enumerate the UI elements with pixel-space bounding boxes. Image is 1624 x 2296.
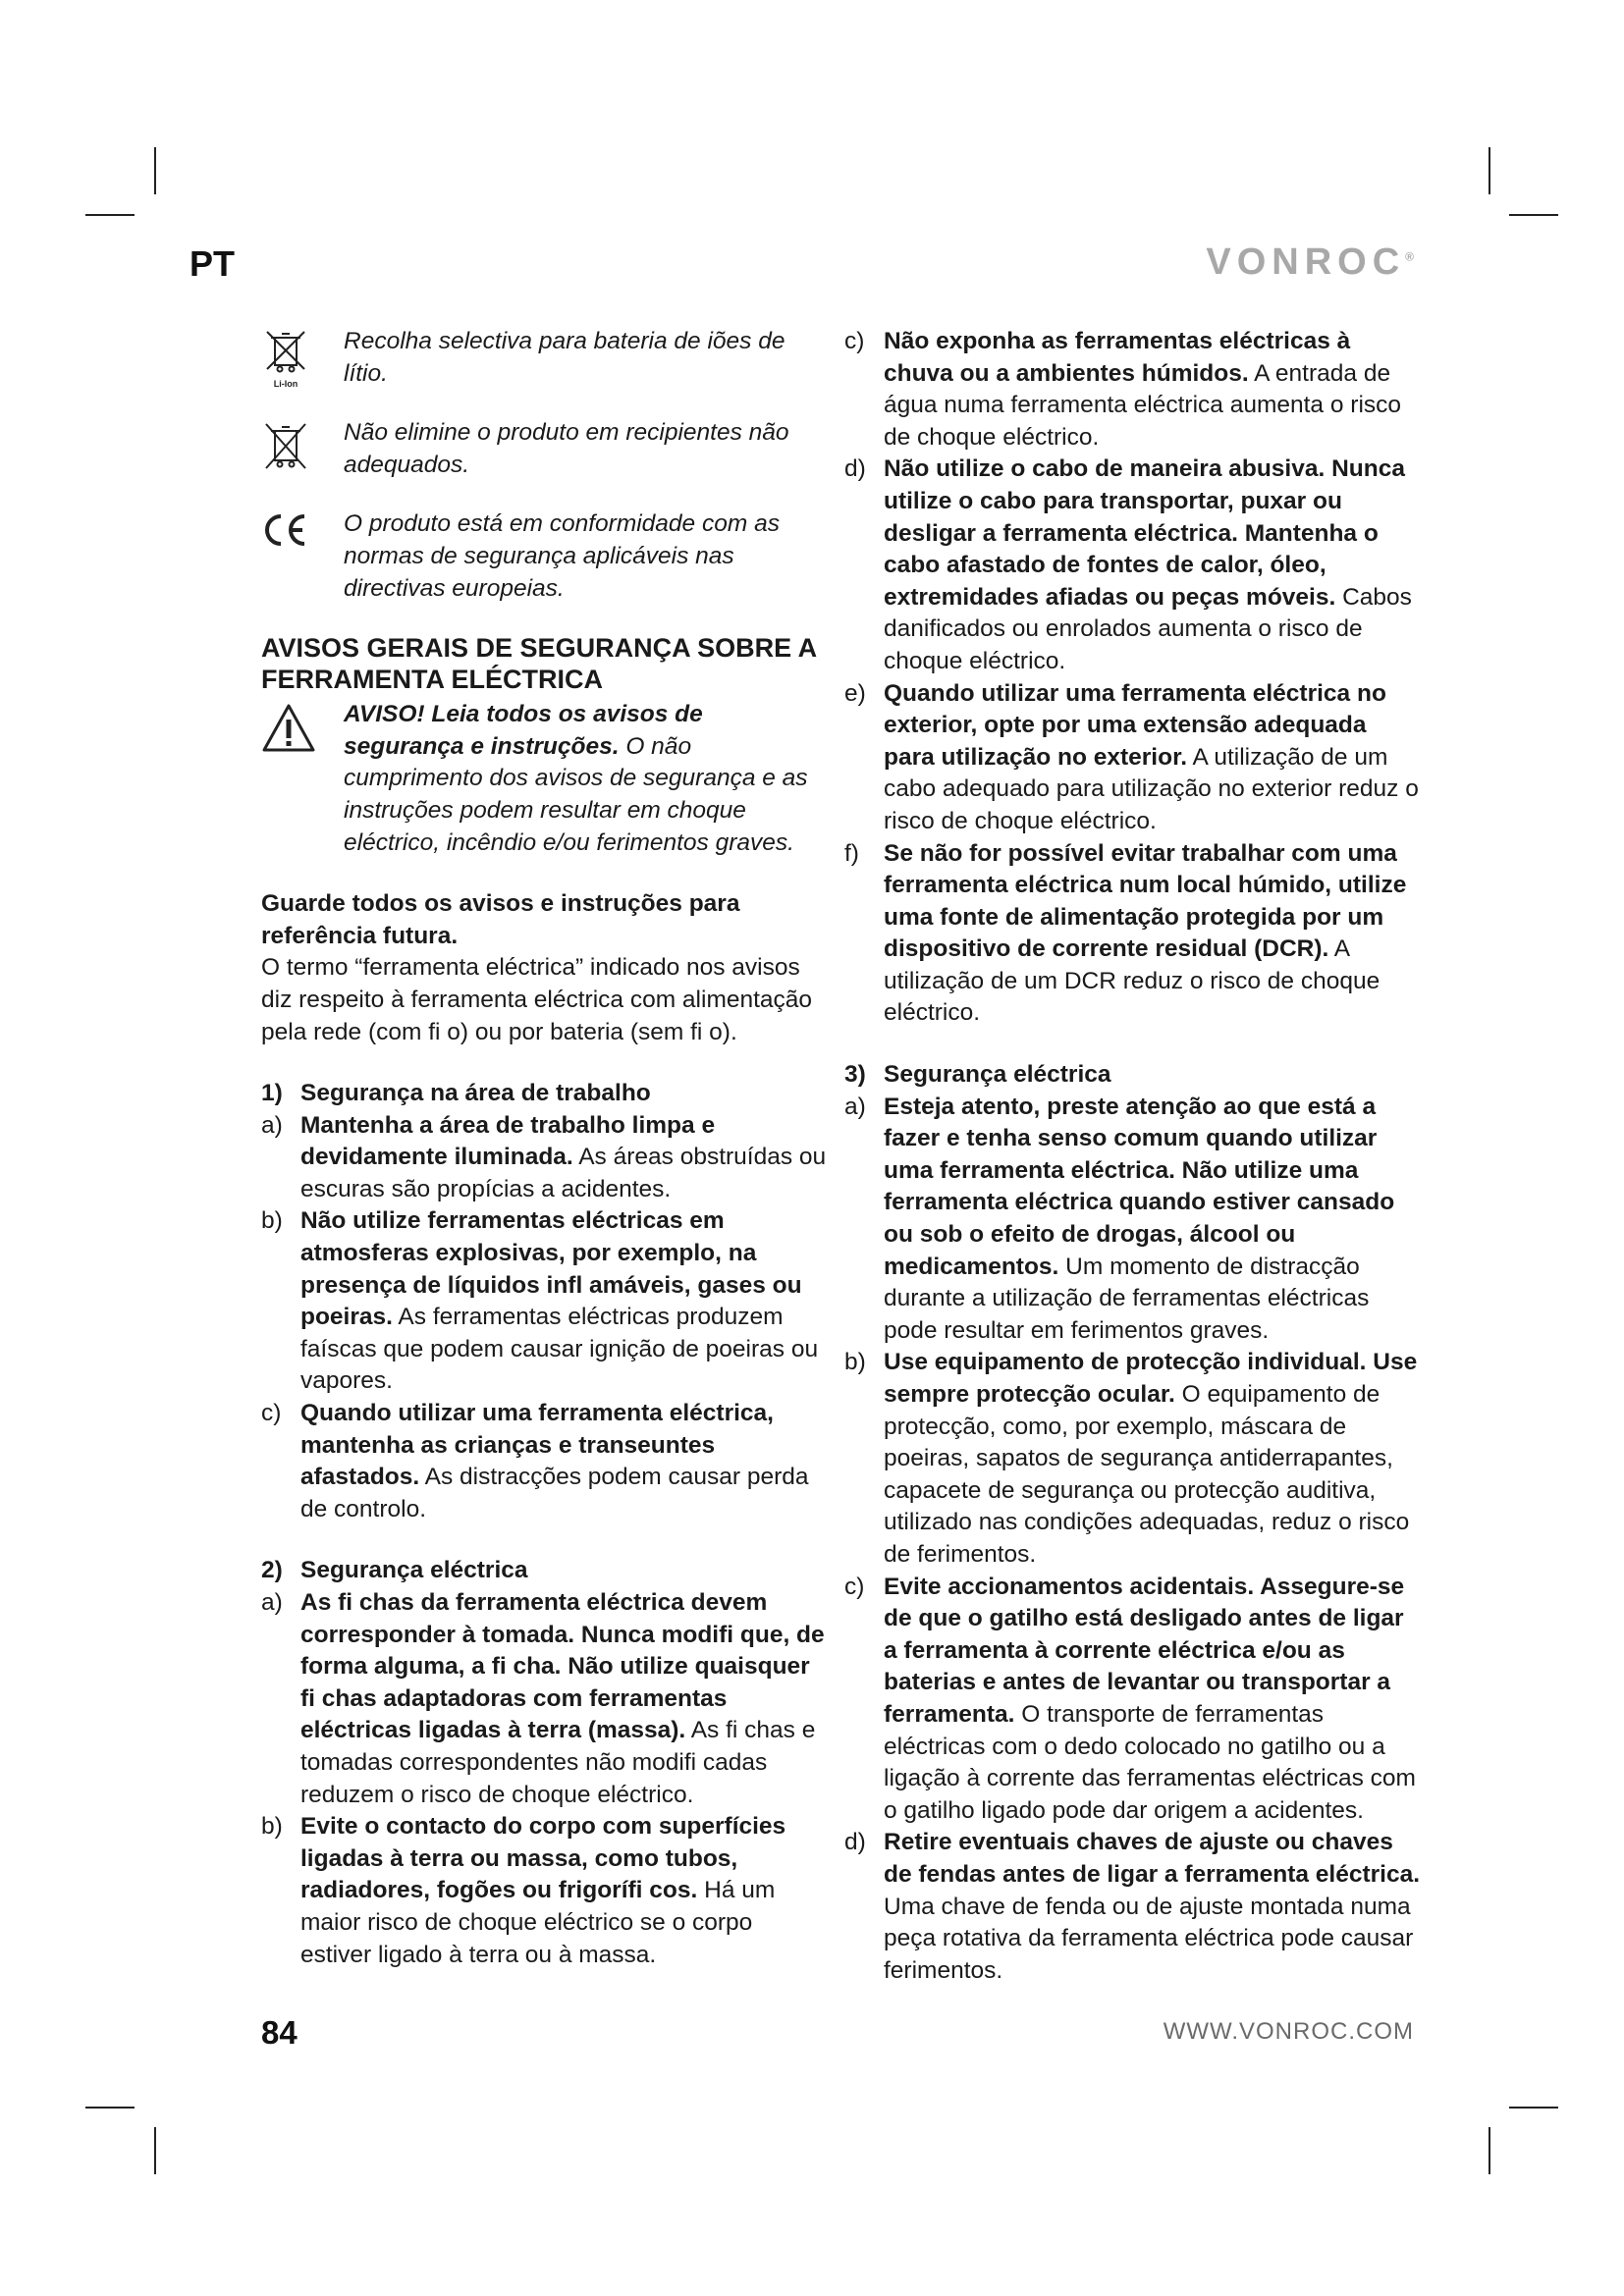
list-item: b) Evite o contacto do corpo com superfícies ligadas à terra ou massa, como tubos, radiadores, fogões ou frigorífi cos. Há um maior risco de choque eléctrico se o corpo estiver ligado à terra ou à massa. bbox=[261, 1813, 786, 1968]
right-column bbox=[844, 326, 1424, 1987]
section-heading: AVISOS GERAIS DE SEGURANÇA SOBRE A FERRAMENTA ELÉCTRICA bbox=[261, 633, 817, 695]
list-item: a) Mantenha a área de trabalho limpa e devidamente iluminada. As áreas obstruídas ou escuras são propícias a acidentes. bbox=[261, 1111, 827, 1202]
crop-mark bbox=[1509, 2107, 1558, 2109]
crop-mark bbox=[154, 2127, 156, 2174]
language-code: PT bbox=[189, 243, 236, 284]
warning-triangle-icon bbox=[261, 703, 316, 754]
symbol-text: Recolha selectiva para bateria de iões de lítio. bbox=[344, 328, 785, 387]
list-item: c) Evite accionamentos acidentais. Assegure-se de que o gatilho está desligado antes de ligar a ferramenta à corrente eléctrica e/ou as baterias e antes de levantar ou transportar a ferramenta. O transporte de ferramentas eléctricas com o dedo colocado no gatilho ou a ligação à corrente das ferramentas eléctricas com o gatilho ligado pode dar origem a acidentes. bbox=[844, 1573, 1416, 1824]
list-item: b) Use equipamento de protecção individual. Use sempre protecção ocular. O equipamento de protecção, como, por exemplo, máscara de poeiras, sapatos de segurança antiderrapantes, capacete de segurança ou protecção auditiva, utilizado nas condições adequadas, reduz o risco de ferimentos. bbox=[844, 1349, 1418, 1568]
crop-mark bbox=[1489, 2127, 1490, 2174]
symbol-li-ion bbox=[261, 326, 827, 390]
list-item: a) Esteja atento, preste atenção ao que está a fazer e tenha senso comum quando utilizar uma ferramenta eléctrica. Não utilize uma ferramenta eléctrica quando estiver cansado ou sob o efeito de drogas, álcool ou medicamentos. Um momento de distracção durante a utilização de ferramentas eléctricas pode resultar em ferimentos graves. bbox=[844, 1093, 1395, 1344]
crop-mark bbox=[85, 214, 135, 216]
bin-crossed-icon bbox=[261, 419, 310, 474]
term-definition: O termo “ferramenta eléctrica” indicado nos avisos diz respeito à ferramenta eléctrica com alimentação pela rede (com fi o) ou por bateria (sem fi o). bbox=[261, 954, 813, 1045]
crop-mark bbox=[154, 147, 156, 194]
website-url: WWW.VONROC.COM bbox=[1163, 2018, 1414, 2045]
ce-mark-icon bbox=[261, 510, 310, 550]
list-item: c) Não exponha as ferramentas eléctricas à chuva ou a ambientes húmidos. A entrada de água numa ferramenta eléctrica aumenta o risco de choque eléctrico. bbox=[844, 328, 1402, 451]
symbol-disposal bbox=[261, 417, 827, 481]
page-number: 84 bbox=[261, 2014, 298, 2051]
list-item: d) Retire eventuais chaves de ajuste ou chaves de fendas antes de ligar a ferramenta eléctrica. Uma chave de fenda ou de ajuste montada numa peça rotativa da ferramenta eléctrica pode causar ferimentos. bbox=[844, 1829, 1421, 1984]
list-item: d) Não utilize o cabo de maneira abusiva. Nunca utilize o cabo para transportar, puxar ou desligar a ferramenta eléctrica. Mantenha o cabo afastado de fontes de calor, óleo, extremidades afiadas ou peças móveis. Cabos danificados ou enrolados aumenta o risco de choque eléctrico. bbox=[844, 455, 1412, 674]
brand-logo: VONROC® bbox=[1206, 241, 1414, 283]
list-item: e) Quando utilizar uma ferramenta eléctrica no exterior, opte por uma extensão adequada para utilização no exterior. A utilização de um cabo adequado para utilização no exterior reduz o risco de choque eléctrico. bbox=[844, 679, 1419, 834]
keep-instructions: Guarde todos os avisos e instruções para referência futura. bbox=[261, 890, 740, 949]
symbol-text: Não elimine o produto em recipientes não adequados. bbox=[344, 419, 789, 478]
list-item: f) Se não for possível evitar trabalhar com uma ferramenta eléctrica num local húmido, utilize uma fonte de alimentação protegida por um dispositivo de corrente residual (DCR). A utilização de um DCR reduz o risco de choque eléctrico. bbox=[844, 839, 1407, 1027]
warning-text bbox=[344, 699, 827, 859]
warning-rest: O não cumprimento dos avisos de segurança e as instruções podem resultar em choque eléctrico, incêndio e/ou ferimentos graves. bbox=[344, 732, 808, 856]
symbol-text: O produto está em conformidade com as normas de segurança aplicáveis nas directivas europeias. bbox=[344, 510, 780, 602]
left-column bbox=[261, 326, 827, 1971]
crop-mark bbox=[85, 2107, 135, 2109]
crop-mark bbox=[1509, 214, 1558, 216]
list-item: c) Quando utilizar uma ferramenta eléctrica, mantenha as crianças e transeuntes afastados. As distracções podem causar perda de controlo. bbox=[261, 1400, 809, 1522]
section-1-heading: 1) Segurança na área de trabalho bbox=[261, 1080, 651, 1107]
list-item: a) As fi chas da ferramenta eléctrica devem corresponder à tomada. Nunca modifi que, de forma alguma, a fi cha. Não utilize quaisquer fi chas adaptadoras com ferramentas eléctricas ligadas à terra (massa). As fi chas e tomadas correspondentes não modifi cadas reduzem o risco de choque eléctrico. bbox=[261, 1589, 825, 1808]
warning-bold: AVISO! Leia todos os avisos de segurança e instruções. bbox=[344, 701, 703, 760]
warning-block bbox=[261, 699, 827, 859]
symbol-ce bbox=[261, 508, 827, 605]
section-2-heading: 2) Segurança eléctrica bbox=[261, 1557, 528, 1584]
li-ion-bin-crossed-icon bbox=[261, 328, 310, 391]
svg-text:Li-Ion: Li-Ion bbox=[273, 379, 298, 389]
section-3-heading: 3) Segurança eléctrica bbox=[844, 1061, 1111, 1089]
brand-name: VONROC bbox=[1206, 241, 1406, 283]
list-item: b) Não utilize ferramentas eléctricas em atmosferas explosivas, por exemplo, na presença de líquidos infl amáveis, gases ou poeiras. As ferramentas eléctricas produzem faíscas que podem causar ignição de poeiras ou vapores. bbox=[261, 1207, 819, 1395]
crop-mark bbox=[1489, 147, 1490, 194]
